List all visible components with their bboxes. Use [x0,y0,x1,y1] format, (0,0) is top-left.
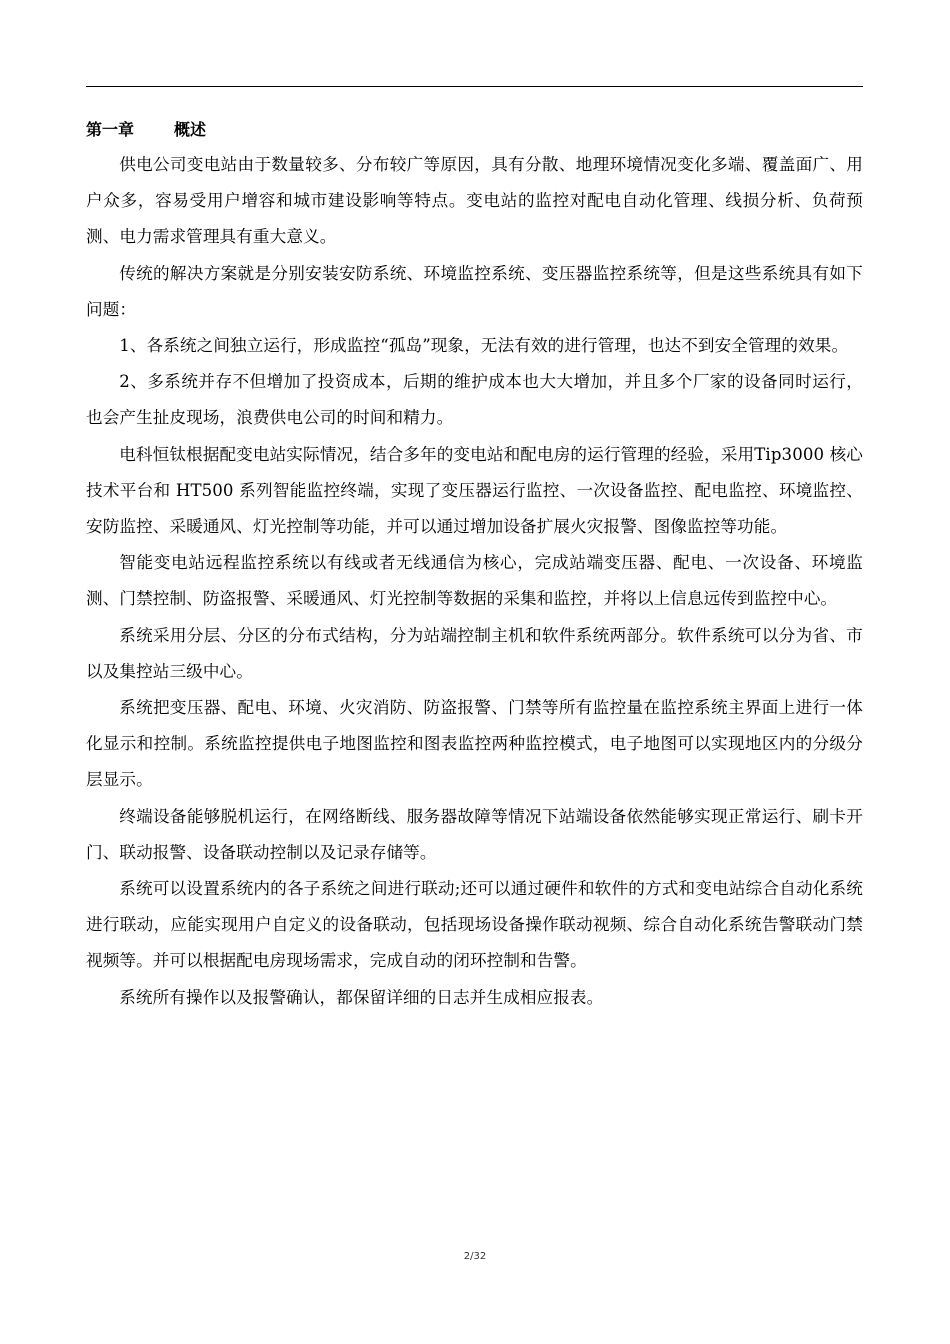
paragraph: 系统所有操作以及报警确认，都保留详细的日志并生成相应报表。 [119,987,604,1007]
paragraph: 供电公司变电站由于数量较多、分布较广等原因，具有分散、地理环境情况变化多端、覆盖面广、用户众多，容易受用户增容和城市建设影响等特点。变电站的监控对配电自动化管理、线损分析、负荷预测、电力需求管理具有重大意义。 [86,155,863,247]
paragraph: 2、多系统并存不但增加了投资成本，后期的维护成本也大大增加，并且多个厂家的设备同时运行，也会产生扯皮现场，浪费供电公司的时间和精力。 [86,372,863,428]
page-number: 2/32 [463,1251,487,1262]
page-content [86,113,863,1016]
paragraph: 系统采用分层、分区的分布式结构，分为站端控制主机和软件系统两部分。软件系统可以分为省、市以及集控站三级中心。 [86,625,863,681]
paragraph: 1、各系统之间独立运行，形成监控“孤岛”现象，无法有效的进行管理，也达不到安全管理的效果。 [119,336,849,356]
paragraph: 终端设备能够脱机运行，在网络断线、服务器故障等情况下站端设备依然能够实现正常运行、刷卡开门、联动报警、设备联动控制以及记录存储等。 [86,806,863,862]
chapter-number: 第一章 [86,120,135,139]
paragraph: 电科恒钛根据配变电站实际情况，结合多年的变电站和配电房的运行管理的经验，采用Tip3000 核心技术平台和 HT500 系列智能监控终端，实现了变压器运行监控、一次设备监控、配电监控、环境监控、安防监控、采暖通风、灯光控制等功能，并可以通过增加设备扩展火灾报警、图像监控等功能。 [86,444,863,537]
paragraph: 系统把变压器、配电、环境、火灾消防、防盗报警、门禁等所有监控量在监控系统主界面上进行一体化显示和控制。系统监控提供电子地图监控和图表监控两种监控模式，电子地图可以实现地区内的分级分层显示。 [86,698,863,790]
paragraph: 智能变电站远程监控系统以有线或者无线通信为核心，完成站端变压器、配电、一次设备、环境监测、门禁控制、防盗报警、采暖通风、灯光控制等数据的采集和监控，并将以上信息远传到监控中心。 [86,553,863,609]
paragraph: 系统可以设置系统内的各子系统之间进行联动;还可以通过硬件和软件的方式和变电站综合自动化系统进行联动，应能实现用户自定义的设备联动，包括现场设备操作联动视频、综合自动化系统告警联动门禁视频等。并可以根据配电房现场需求，完成自动的闭环控制和告警。 [86,879,863,971]
chapter-heading [86,113,863,147]
paragraph: 传统的解决方案就是分别安装安防系统、环境监控系统、变压器监控系统等，但是这些系统具有如下问题： [86,263,863,319]
header-rule [86,86,863,87]
chapter-title: 概述 [174,120,207,139]
